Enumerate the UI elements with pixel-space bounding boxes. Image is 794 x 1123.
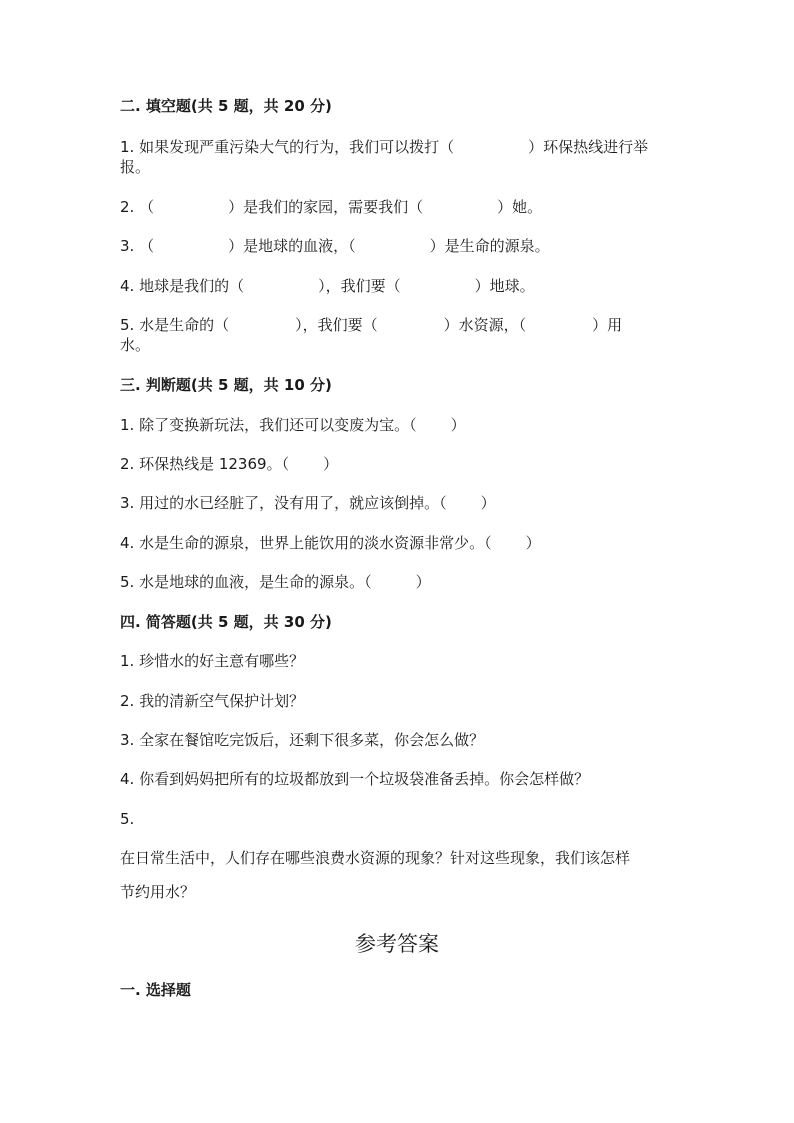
fill-question-5 <box>120 315 680 335</box>
question-text: ）环保热线进行举 <box>528 138 649 156</box>
question-text: ） <box>323 455 339 473</box>
section-heading-true-false: 三. 判断题(共 5 题，共 10 分) <box>120 376 332 394</box>
question-text: 4. 地球是我们的（ <box>120 277 245 295</box>
question-text: ） <box>525 534 541 552</box>
judge-question-1 <box>120 415 680 435</box>
section-heading-short-answer: 四. 简答题(共 5 题，共 30 分) <box>120 613 332 631</box>
short-question-5: 5. <box>120 810 135 828</box>
question-text: ） <box>450 416 466 434</box>
answer-section-heading-choice: 一. 选择题 <box>120 981 191 999</box>
question-text: ）是生命的源泉。 <box>429 237 550 255</box>
question-text: ）她。 <box>497 198 543 216</box>
question-text: ）水资源，（ <box>443 316 527 334</box>
answer-key-title: 参考答案 <box>355 932 439 956</box>
short-question-4: 4. 你看到妈妈把所有的垃圾都放到一个垃圾袋准备丢掉。你会怎样做？ <box>120 770 590 788</box>
fill-question-2 <box>120 197 680 217</box>
question-text: 4. 水是生命的源泉，世界上能饮用的淡水资源非常少。（ <box>120 534 492 552</box>
fill-question-3 <box>120 236 680 256</box>
question-text: ） <box>415 573 431 591</box>
section-heading-fill-in: 二. 填空题(共 5 题，共 20 分) <box>120 97 332 115</box>
question-text: 2. （ <box>120 198 155 216</box>
question-text: 3. （ <box>120 237 155 255</box>
question-text: 2. 环保热线是 12369。（ <box>120 455 290 473</box>
short-question-1: 1. 珍惜水的好主意有哪些？ <box>120 652 305 670</box>
question-text: 1. 除了变换新玩法，我们还可以变废为宝。（ <box>120 416 417 434</box>
short-question-5-text-continuation: 节约用水？ <box>120 883 196 901</box>
question-text: ）是我们的家园，需要我们（ <box>228 198 424 216</box>
question-text: ）用 <box>592 316 623 334</box>
question-text: ），我们要（ <box>295 316 378 334</box>
question-text: 1. 如果发现严重污染大气的行为，我们可以拨打（ <box>120 138 455 156</box>
question-text: 5. 水是生命的（ <box>120 316 230 334</box>
question-text: ） <box>480 494 496 512</box>
judge-question-3 <box>120 493 680 513</box>
judge-question-2 <box>120 454 680 474</box>
question-text: 3. 用过的水已经脏了，没有用了，就应该倒掉。（ <box>120 494 447 512</box>
fill-question-5-continuation: 水。 <box>120 336 151 354</box>
short-question-2: 2. 我的清新空气保护计划？ <box>120 692 305 710</box>
question-text: ），我们要（ <box>318 277 401 295</box>
fill-question-1-continuation: 报。 <box>120 158 151 176</box>
short-question-5-text: 在日常生活中，人们存在哪些浪费水资源的现象？针对这些现象，我们该怎样 <box>120 849 631 867</box>
fill-question-4 <box>120 276 680 296</box>
short-question-3: 3. 全家在餐馆吃完饭后，还剩下很多菜，你会怎么做？ <box>120 731 485 749</box>
question-text: ）地球。 <box>474 277 535 295</box>
judge-question-4 <box>120 533 680 553</box>
fill-question-1 <box>120 137 680 157</box>
judge-question-5 <box>120 572 680 592</box>
question-text: ）是地球的血液，（ <box>228 237 356 255</box>
question-text: 5. 水是地球的血液，是生命的源泉。（ <box>120 573 372 591</box>
